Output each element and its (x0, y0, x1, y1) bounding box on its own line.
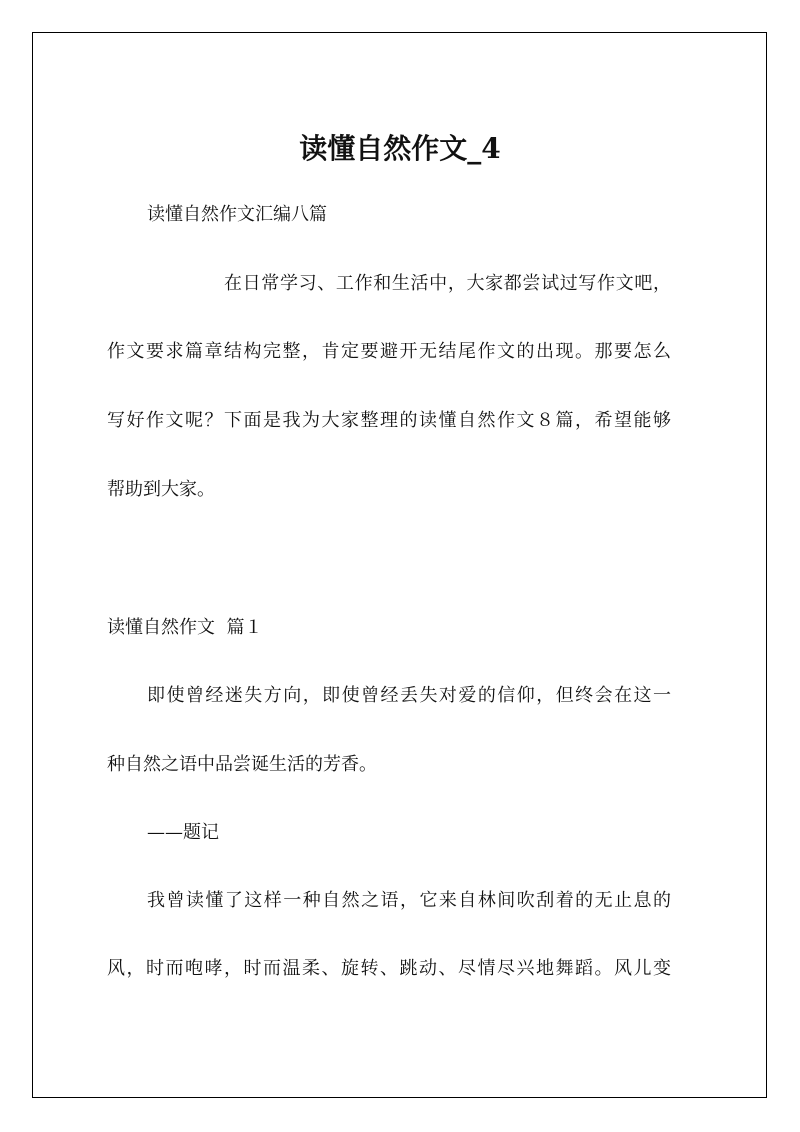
paragraph-1-line-2: 种自然之语中品尝诞生活的芳香。 (107, 754, 377, 775)
intro-line-4: 帮助到大家。 (107, 479, 215, 500)
page-frame (32, 32, 767, 1098)
document-subtitle: 读懂自然作文汇编八篇 (147, 204, 327, 225)
intro-line-3: 写好作文呢？下面是我为大家整理的读懂自然作文８篇，希望能够 (107, 410, 671, 431)
document-title: 读懂自然作文_4 (299, 132, 501, 165)
intro-line-1: 在日常学习、工作和生活中，大家都尝试过写作文吧， (224, 273, 671, 294)
paragraph-2-line-1: 我曾读懂了这样一种自然之语，它来自林间吹刮着的无止息的 (147, 890, 671, 911)
paragraph-1-line-1: 即使曾经迷失方向，即使曾经丢失对爱的信仰，但终会在这一 (147, 685, 671, 706)
intro-line-2: 作文要求篇章结构完整，肯定要避开无结尾作文的出现。那要怎么 (107, 341, 671, 362)
epigraph: ——题记 (147, 822, 219, 843)
paragraph-2-line-2: 风，时而咆哮，时而温柔、旋转、跳动、尽情尽兴地舞蹈。风儿变 (107, 958, 671, 979)
section-heading: 读懂自然作文 篇１ (107, 617, 263, 638)
